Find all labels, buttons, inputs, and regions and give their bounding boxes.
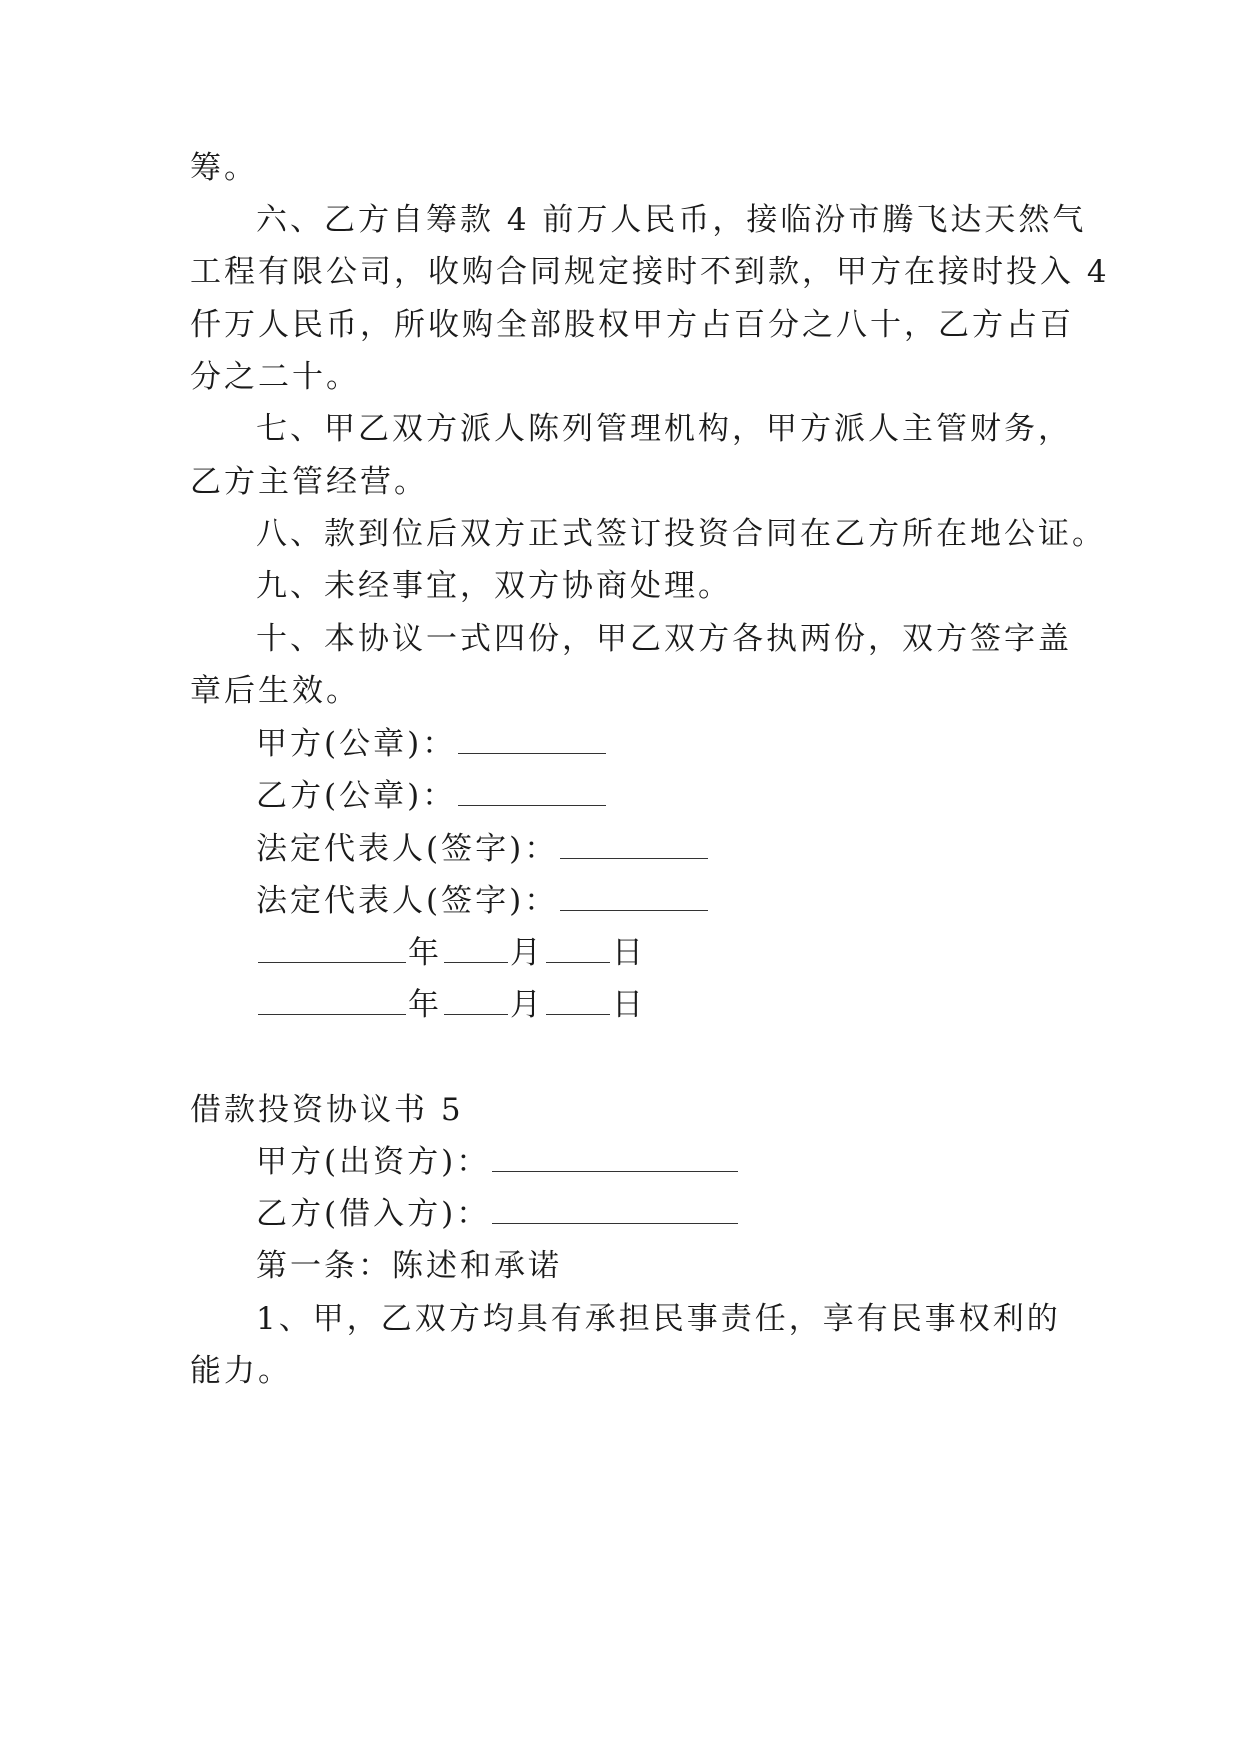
paragraph-text: 九、未经事宜，双方协商处理。 [256, 568, 732, 604]
paragraph-text: 七、甲乙双方派人陈列管理机构，甲方派人主管财务， [256, 411, 1072, 447]
clause-six-line-3 [0, 305, 1241, 345]
paragraph-text: 十、本协议一式四份，甲乙双方各执两份，双方签字盖 [256, 621, 1072, 657]
party-b-seal-label: 乙方(公章)： [256, 778, 457, 814]
legal-rep-2-blank[interactable] [560, 884, 708, 911]
section-5-title [0, 1090, 1241, 1130]
party-a-investor-row [0, 1142, 1241, 1182]
clause-nine [0, 566, 1241, 606]
paragraph-text: 工程有限公司，收购合同规定接时不到款，甲方在接时投入 4 [190, 254, 1110, 290]
paragraph-text: 分之二十。 [190, 359, 360, 395]
paragraph-text: 筹。 [190, 150, 258, 186]
legal-rep-1-blank[interactable] [560, 832, 708, 859]
party-b-borrower-label: 乙方(借入方)： [256, 1196, 491, 1232]
year-blank[interactable] [258, 988, 406, 1015]
year-blank[interactable] [258, 936, 406, 963]
paragraph-text: 能力。 [190, 1353, 292, 1389]
party-a-investor-label: 甲方(出资方)： [256, 1144, 491, 1180]
day-label: 日 [612, 987, 646, 1023]
month-label: 月 [510, 987, 544, 1023]
party-a-seal-blank[interactable] [458, 727, 606, 754]
legal-rep-2-row [0, 881, 1241, 921]
paragraph-continuation [0, 148, 1241, 188]
clause-ten-line-1 [0, 619, 1241, 659]
paragraph-text: 章后生效。 [190, 673, 360, 709]
clause-1-line-1 [0, 1299, 1241, 1339]
year-label: 年 [408, 987, 442, 1023]
party-b-seal-blank[interactable] [458, 779, 606, 806]
party-a-seal-row [0, 724, 1241, 764]
legal-rep-1-label: 法定代表人(签字)： [256, 831, 559, 867]
clause-seven-line-2 [0, 462, 1241, 502]
clause-eight [0, 514, 1241, 554]
clause-six-line-4 [0, 357, 1241, 397]
month-blank[interactable] [444, 988, 508, 1015]
party-a-investor-blank[interactable] [492, 1145, 738, 1172]
paragraph-text: 仟万人民币，所收购全部股权甲方占百分之八十，乙方占百 [190, 307, 1074, 343]
paragraph-text: 六、乙方自筹款 4 前万人民币，接临汾市腾飞达天然气 [256, 202, 1087, 238]
day-blank[interactable] [546, 936, 610, 963]
date-row-1 [0, 933, 1241, 973]
month-label: 月 [510, 935, 544, 971]
paragraph-text: 八、款到位后双方正式签订投资合同在乙方所在地公证。 [256, 516, 1106, 552]
month-blank[interactable] [444, 936, 508, 963]
party-b-borrower-row [0, 1194, 1241, 1234]
year-label: 年 [408, 935, 442, 971]
clause-six-line-2 [0, 252, 1241, 292]
party-b-borrower-blank[interactable] [492, 1197, 738, 1224]
party-b-seal-row [0, 776, 1241, 816]
paragraph-text: 乙方主管经营。 [190, 464, 428, 500]
paragraph-text: 1、甲，乙双方均具有承担民事责任，享有民事权利的 [256, 1301, 1061, 1337]
date-row-2 [0, 985, 1241, 1025]
legal-rep-2-label: 法定代表人(签字)： [256, 883, 559, 919]
party-a-seal-label: 甲方(公章)： [256, 726, 457, 762]
clause-ten-line-2 [0, 671, 1241, 711]
day-blank[interactable] [546, 988, 610, 1015]
clause-six-line-1 [0, 200, 1241, 240]
legal-rep-1-row [0, 829, 1241, 869]
article-1-heading [0, 1246, 1241, 1286]
day-label: 日 [612, 935, 646, 971]
article-heading-text: 第一条：陈述和承诺 [256, 1248, 562, 1284]
clause-1-line-2 [0, 1351, 1241, 1391]
clause-seven-line-1 [0, 409, 1241, 449]
section-title-text: 借款投资协议书 5 [190, 1092, 464, 1128]
